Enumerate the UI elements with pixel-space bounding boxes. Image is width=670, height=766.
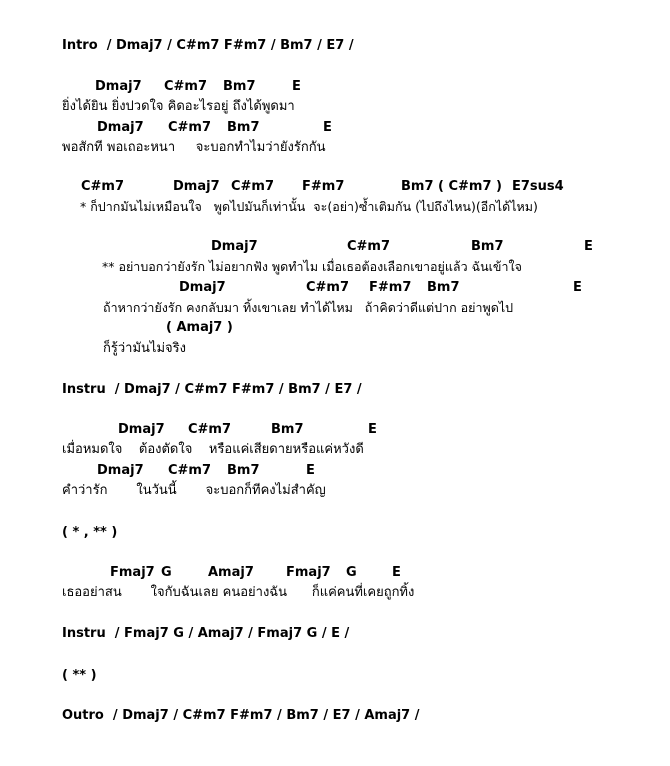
- verse2-chord-2: C#m7: [188, 422, 232, 437]
- verse2-chord-5: Dmaj7: [97, 463, 144, 478]
- verse1-chord-4: E: [292, 79, 301, 94]
- chorus-chord-9: E: [573, 280, 582, 295]
- bridge-chord-3: Amaj7: [208, 565, 254, 580]
- bridge-chord-1: Fmaj7: [110, 565, 155, 580]
- bridge-chord-6: E: [392, 565, 401, 580]
- verse2-chord-1: Dmaj7: [118, 422, 165, 437]
- instrumental-line-1: Instru / Dmaj7 / C#m7 F#m7 / Bm7 / E7 /: [62, 382, 362, 397]
- bridge-chord-2: G: [161, 565, 172, 580]
- pre-chord-5: Bm7 ( C#m7 ): [401, 179, 502, 194]
- verse2-chord-4: E: [368, 422, 377, 437]
- verse1-chord-1: Dmaj7: [95, 79, 142, 94]
- verse2-chord-6: C#m7: [168, 463, 212, 478]
- verse1-chord-8: E: [323, 120, 332, 135]
- chorus-chord-6: C#m7: [306, 280, 350, 295]
- chorus-chord-8: Bm7: [427, 280, 460, 295]
- bridge-chord-4: Fmaj7: [286, 565, 331, 580]
- verse2-chord-7: Bm7: [227, 463, 260, 478]
- chorus-chord-7: F#m7: [369, 280, 412, 295]
- chorus-chord-5: Dmaj7: [179, 280, 226, 295]
- verse1-chord-3: Bm7: [223, 79, 256, 94]
- chorus-chord-4: E: [584, 239, 593, 254]
- verse1-lyric-1: ยิ่งได้ยิน ยิ่งปวดใจ คิดอะไรอยู่ ถึงได้พูดมา: [62, 99, 295, 114]
- verse1-chord-6: C#m7: [168, 120, 212, 135]
- repeat-marker-1: ( * , ** ): [62, 525, 118, 540]
- verse1-chord-2: C#m7: [164, 79, 208, 94]
- chorus-lyric-3: ก็รู้ว่ามันไม่จริง: [103, 341, 186, 356]
- bridge-lyric-1: เธออย่าสน ใจกับฉันเลย คนอย่างฉัน ก็แค่คนที่เคยถูกทิ้ง: [62, 585, 415, 600]
- pre-chord-2: Dmaj7: [173, 179, 220, 194]
- bridge-chord-5: G: [346, 565, 357, 580]
- verse2-lyric-1: เมื่อหมดใจ ต้องตัดใจ หรือแค่เสียดายหรือแค่หวังดี: [62, 442, 364, 457]
- outro-line: Outro / Dmaj7 / C#m7 F#m7 / Bm7 / E7 / Amaj7 /: [62, 708, 420, 723]
- chorus-chord-1: Dmaj7: [211, 239, 258, 254]
- verse1-chord-7: Bm7: [227, 120, 260, 135]
- repeat-marker-2: ( ** ): [62, 668, 97, 683]
- verse1-chord-5: Dmaj7: [97, 120, 144, 135]
- pre-chord-4: F#m7: [302, 179, 345, 194]
- chorus-chord-2: C#m7: [347, 239, 391, 254]
- verse2-lyric-2: คำว่ารัก ในวันนี้ จะบอกก็ทีคงไม่สำคัญ: [62, 483, 326, 498]
- verse1-lyric-2: พอสักที พอเถอะหนา จะบอกทำไมว่ายังรักกัน: [62, 140, 326, 155]
- pre-chord-3: C#m7: [231, 179, 275, 194]
- chorus-chord-10: ( Amaj7 ): [166, 320, 233, 335]
- pre-chord-1: C#m7: [81, 179, 125, 194]
- chorus-chord-3: Bm7: [471, 239, 504, 254]
- chorus-lyric-2: ถ้าหากว่ายังรัก คงกลับมา ทิ้งเขาเลย ทำได้ไหม ถ้าคิดว่าดีแต่ปาก อย่าพูดไป: [103, 300, 514, 315]
- instrumental-line-2: Instru / Fmaj7 G / Amaj7 / Fmaj7 G / E /: [62, 626, 350, 641]
- chorus-lyric-1: ** อย่าบอกว่ายังรัก ไม่อยากฟัง พูดทำไม เมื่อเธอต้องเลือกเขาอยู่แล้ว ฉันเข้าใจ: [102, 259, 522, 274]
- intro-line: Intro / Dmaj7 / C#m7 F#m7 / Bm7 / E7 /: [62, 38, 354, 53]
- verse2-chord-3: Bm7: [271, 422, 304, 437]
- pre-lyric-1: * ก็ปากมันไม่เหมือนใจ พูดไปมันก็เท่านั้น จะ(อย่า)ซ้ำเติมกัน (ไปถึงไหน)(อีกได้ไหม): [80, 199, 538, 214]
- pre-chord-6: E7sus4: [512, 179, 564, 194]
- verse2-chord-8: E: [306, 463, 315, 478]
